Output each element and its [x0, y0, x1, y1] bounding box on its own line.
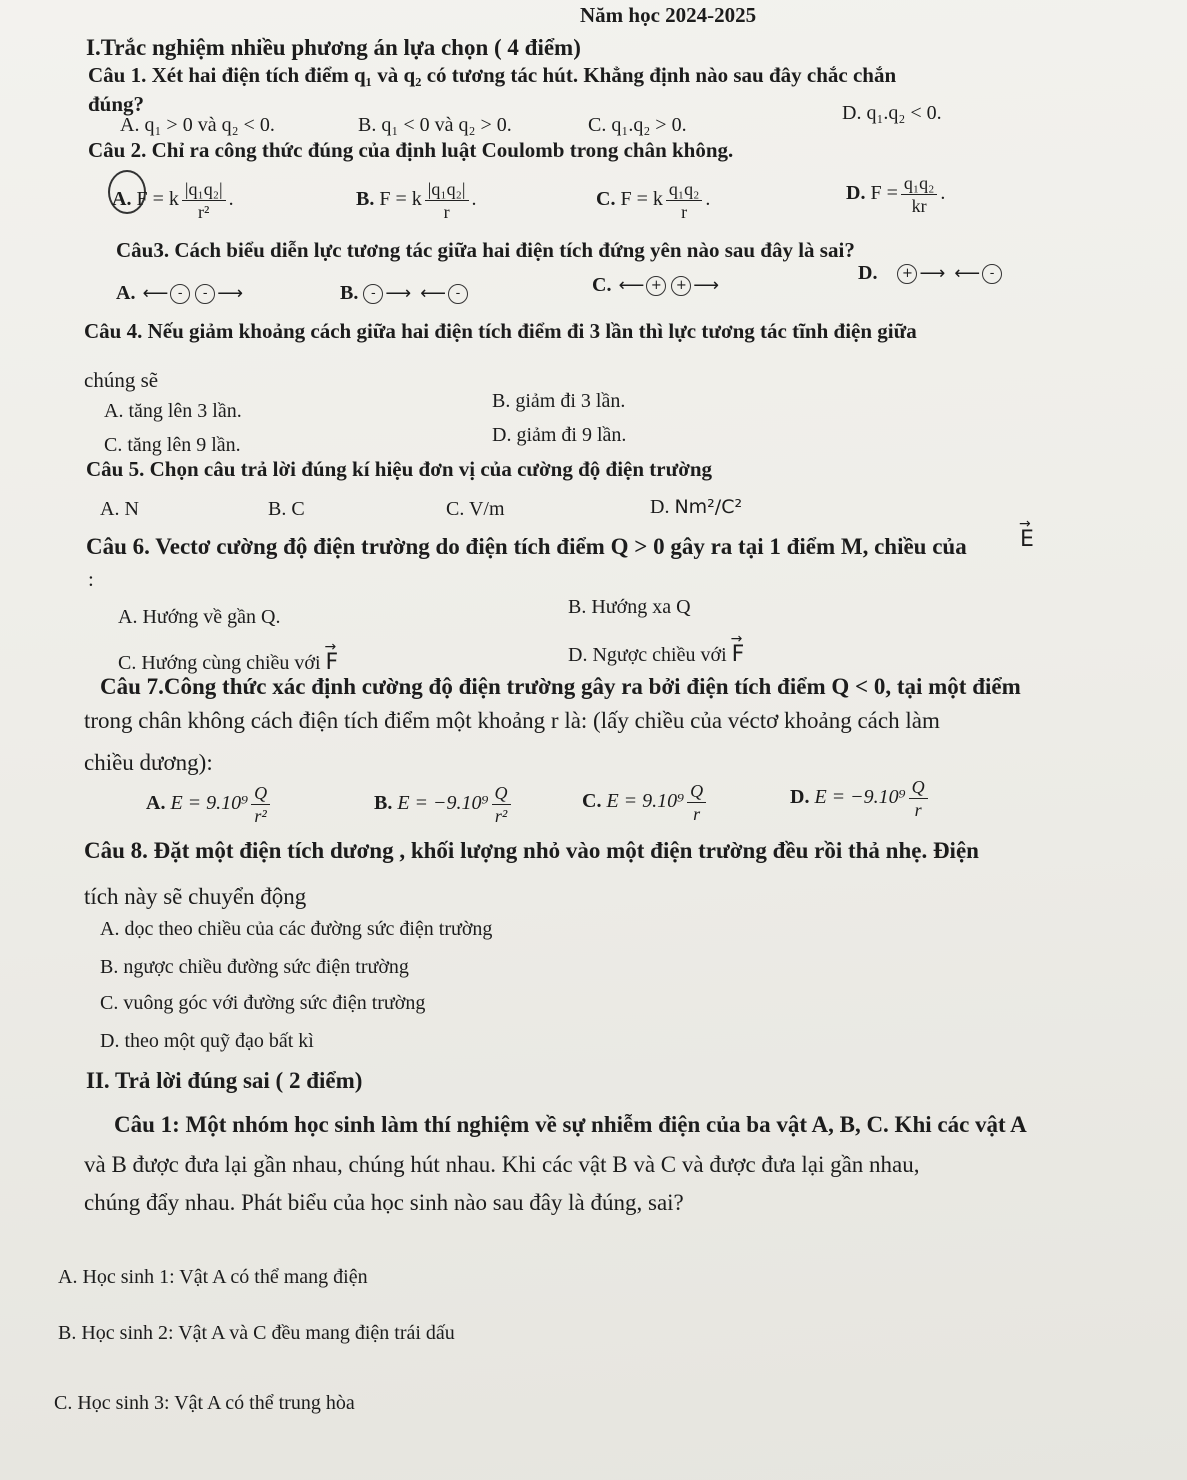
q8-text-line1: Câu 8. Đặt một điện tích dương , khối lượng nhỏ vào một điện trường đều rồi thả nhẹ. Điện [84, 838, 979, 863]
s2-q1-text-line2: và B được đưa lại gần nhau, chúng hút nhau. Khi các vật B và C và được đưa lại gần nhau, [84, 1152, 920, 1177]
q6-text: Câu 6. Vectơ cường độ điện trường do điện tích điểm Q > 0 gây ra tại 1 điểm M, chiều của [86, 534, 967, 559]
arrow-right-icon: ⟶ [693, 275, 720, 297]
q5-option-d[interactable]: D. Nm²/C² [650, 496, 743, 518]
q4-option-c[interactable]: C. tăng lên 9 lần. [104, 434, 241, 456]
q7-option-b[interactable]: B. E = −9.10⁹ $\frac{Q}{\text{r²}}$ [374, 782, 514, 827]
q6-option-c[interactable]: C. Hướng cùng chiều với → F [118, 650, 338, 676]
q8-option-d[interactable]: D. theo một quỹ đạo bất kì [100, 1030, 314, 1052]
q1-option-a[interactable]: A. q₁ > 0 và q₂ < 0. [120, 114, 275, 136]
q2-option-c[interactable]: C. F = k $\frac{\text{q₁q₂}}{r}$ . [596, 179, 711, 222]
positive-charge-icon: + [671, 276, 691, 296]
q5-option-c[interactable]: C. V/m [446, 498, 505, 520]
q3-text: Câu3. Cách biểu diễn lực tương tác giữa hai điện tích đứng yên nào sau đây là sai? [116, 238, 855, 262]
q8-option-c[interactable]: C. vuông góc với đường sức điện trường [100, 992, 426, 1014]
arrow-right-icon: ⟶ [919, 263, 946, 285]
q4-text-line1: Câu 4. Nếu giảm khoảng cách giữa hai điện tích điểm đi 3 lần thì lực tương tác tĩnh điện giữa [84, 319, 917, 343]
section1-title: I.Trắc nghiệm nhiều phương án lựa chọn ( 4 điểm) [86, 35, 581, 60]
q4-option-b[interactable]: B. giảm đi 3 lần. [492, 390, 626, 412]
q3-option-d[interactable]: D. + ⟶ ⟵ - [858, 260, 1002, 287]
q6-vector-e: → E [1020, 526, 1034, 553]
negative-charge-icon: - [448, 284, 468, 304]
q7-option-a[interactable]: A. E = 9.10⁹ $\frac{Q}{\text{r²}}$ [146, 782, 273, 827]
q8-option-a[interactable]: A. dọc theo chiều của các đường sức điện trường [100, 918, 493, 940]
q2-text: Câu 2. Chỉ ra công thức đúng của định luật Coulomb trong chân không. [88, 138, 734, 162]
positive-charge-icon: + [646, 276, 666, 296]
s2-q1-statement-c[interactable]: C. Học sinh 3: Vật A có thể trung hòa [54, 1392, 355, 1414]
q1-option-d[interactable]: D. q₁.q₂ < 0. [842, 102, 942, 124]
q8-option-b[interactable]: B. ngược chiều đường sức điện trường [100, 956, 409, 978]
s2-q1-text-line3: chúng đẩy nhau. Phát biểu của học sinh nào sau đây là đúng, sai? [84, 1190, 684, 1215]
arrow-left-icon: ⟵ [142, 283, 169, 305]
arrow-right-icon: ⟶ [385, 283, 412, 305]
q7-text-line3: chiều dương): [84, 750, 213, 775]
arrow-left-icon: ⟵ [420, 283, 446, 305]
school-year: Năm học 2024-2025 [580, 3, 757, 27]
arrow-left-icon: ⟵ [618, 275, 645, 297]
arrow-right-icon: ⟶ [217, 283, 244, 305]
q2-option-b[interactable]: B. F = k $\frac{\text{|q₁q₂|}}{r}$ . [356, 179, 477, 222]
q2-option-a[interactable]: A. F = k $\frac{\text{|q₁q₂|}}{\text{r²}}$ . [112, 179, 234, 222]
arrow-left-icon: ⟵ [954, 263, 981, 285]
negative-charge-icon: - [170, 284, 190, 304]
s2-q1-text-line1: Câu 1: Một nhóm học sinh làm thí nghiệm về sự nhiễm điện của ba vật A, B, C. Khi các vật A [114, 1112, 1027, 1137]
positive-charge-icon: + [897, 264, 917, 284]
section2-title: II. Trả lời đúng sai ( 2 điểm) [86, 1068, 363, 1093]
q1-text-line1: Câu 1. Xét hai điện tích điểm q₁ và q₂ có tương tác hút. Khẳng định nào sau đây chắc chắn [88, 63, 897, 87]
q5-option-b[interactable]: B. C [268, 498, 305, 520]
q6-colon: : [88, 567, 94, 591]
q7-option-c[interactable]: C. E = 9.10⁹ $\frac{Q}{r}$ [582, 780, 709, 825]
q8-text-line2: tích này sẽ chuyển động [84, 884, 307, 909]
q3-option-b[interactable]: B. - ⟶ ⟵ - [340, 280, 468, 307]
s2-q1-statement-b[interactable]: B. Học sinh 2: Vật A và C đều mang điện trái dấu [58, 1322, 455, 1344]
negative-charge-icon: - [982, 264, 1002, 284]
q3-option-a[interactable]: A. ⟵ - - ⟶ [116, 280, 245, 307]
s2-q1-statement-a[interactable]: A. Học sinh 1: Vật A có thể mang điện [58, 1266, 368, 1288]
q6-option-a[interactable]: A. Hướng về gần Q. [118, 606, 281, 628]
q1-text-line2: đúng? [88, 92, 145, 116]
q4-option-d[interactable]: D. giảm đi 9 lần. [492, 424, 627, 446]
q5-text: Câu 5. Chọn câu trả lời đúng kí hiệu đơn vị của cường độ điện trường [86, 457, 713, 481]
q7-option-d[interactable]: D. E = −9.10⁹ $\frac{Q}{r}$ [790, 776, 931, 821]
q7-text-line2: trong chân không cách điện tích điểm một khoảng r là: (lấy chiều của véctơ khoảng cách làm [84, 708, 940, 733]
negative-charge-icon: - [195, 284, 215, 304]
q1-option-c[interactable]: C. q₁.q₂ > 0. [588, 114, 687, 136]
q6-option-d[interactable]: D. Ngược chiều với → F [568, 642, 744, 668]
q1-option-b[interactable]: B. q₁ < 0 và q₂ > 0. [358, 114, 512, 136]
q2-option-d[interactable]: D. F = $\frac{\text{q₁q₂}}{kr}$ . [846, 173, 946, 216]
q4-option-a[interactable]: A. tăng lên 3 lần. [104, 400, 242, 422]
q7-text-line1: Câu 7.Công thức xác định cường độ điện trường gây ra bởi điện tích điểm Q < 0, tại một điểm [100, 674, 1021, 699]
q3-option-c[interactable]: C. ⟵ + + ⟶ [592, 272, 721, 299]
q6-option-b[interactable]: B. Hướng xa Q [568, 596, 691, 618]
negative-charge-icon: - [363, 284, 383, 304]
q4-text-line2: chúng sẽ [84, 368, 159, 392]
q5-option-a[interactable]: A. N [100, 498, 139, 520]
